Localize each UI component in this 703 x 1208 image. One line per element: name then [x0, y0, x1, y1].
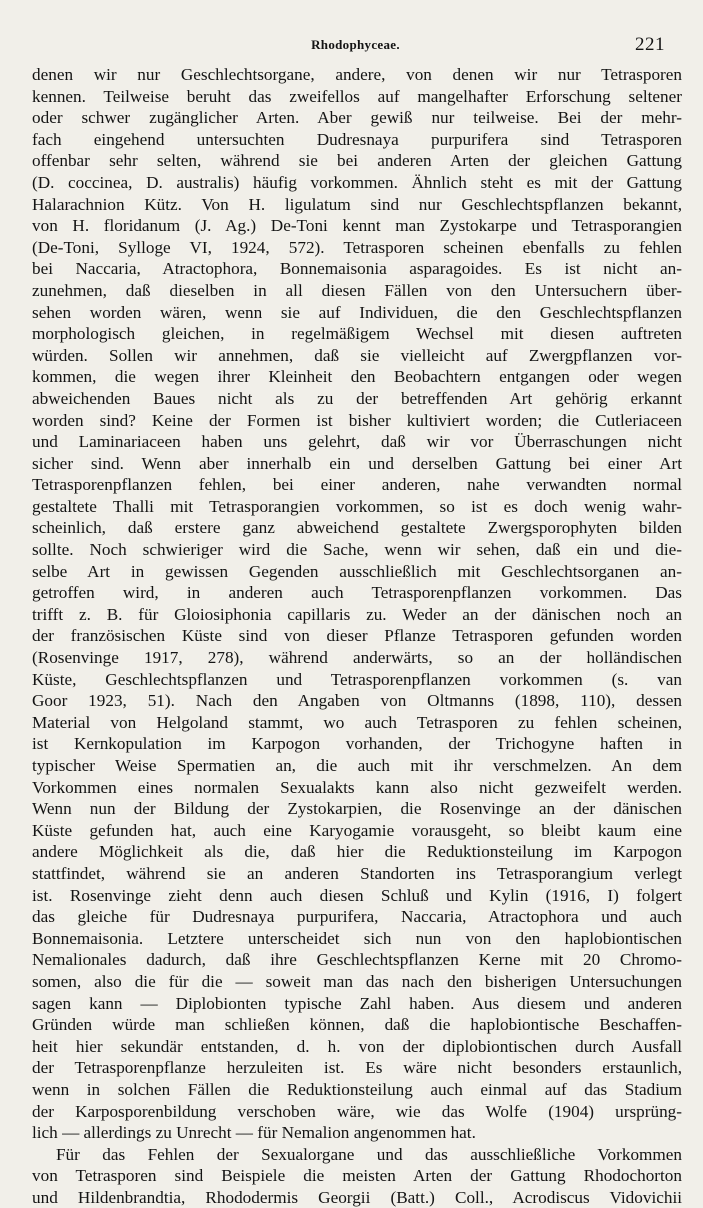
text-line: Wenn nun der Bildung der Zystokarpien, die Rosenvinge an der dänischen — [32, 799, 682, 819]
text-line: zunehmen, daß dieselben in all diesen Fällen von den Untersuchern über- — [32, 280, 682, 300]
page-number: 221 — [635, 34, 665, 55]
text-line: Küste gefunden hat, auch eine Karyogamie vorausgeht, so bleibt kaum eine — [32, 820, 682, 840]
text-line: sollte. Noch schwieriger wird die Sache, wenn wir sehen, daß ein und die- — [32, 540, 682, 560]
running-head: Rhodophyceae. — [311, 37, 400, 52]
text-line: lich — allerdings zu Unrecht — für Nemalion angenommen hat. — [32, 1123, 476, 1143]
text-line: der Karposporenbildung verschoben wäre, wie das Wolfe (1904) ursprüng- — [32, 1101, 682, 1121]
text-line: wenn in solchen Fällen die Reduktionsteilung auch einmal auf das Stadium — [32, 1079, 682, 1099]
text-line: fach eingehend untersuchten Dudresnaya purpurifera sind Tetrasporen — [32, 129, 682, 149]
text-line: der französischen Küste sind von dieser Pflanze Tetrasporen gefunden worden — [32, 626, 682, 646]
text-line: andere Möglichkeit als die, daß hier die Reduktionsteilung im Karpogon — [32, 842, 682, 862]
text-line: gestaltete Thalli mit Tetrasporangien vorkommen, so ist es doch wenig wahr- — [32, 496, 682, 516]
text-line: Vorkommen eines normalen Sexualakts kann also nicht gezweifelt werden. — [32, 777, 682, 797]
text-line: denen wir nur Geschlechtsorgane, andere, von denen wir nur Tetrasporen — [32, 65, 682, 84]
text-line: kennen. Teilweise beruht das zweifellos auf mangelhafter Erforschung seltener — [32, 86, 682, 106]
text-line: abweichenden Baues nicht als zu der betreffenden Art gehörig erkannt — [32, 388, 682, 408]
text-line: (D. coccinea, D. australis) häufig vorkommen. Ähnlich steht es mit der Gattung — [32, 172, 682, 192]
text-line: oder schwer zugänglicher Arten. Aber gewiß nur teilweise. Bei der mehr- — [32, 108, 682, 128]
text-line: und Hildenbrandtia, Rhododermis Georgii (Batt.) Coll., Acrodiscus Vidovichii — [32, 1187, 682, 1207]
text-line: das gleiche für Dudresnaya purpurifera, Naccaria, Atractophora und auch — [32, 907, 682, 927]
text-line: würden. Sollen wir annehmen, daß sie vielleicht auf Zwergpflanzen vor- — [32, 345, 682, 365]
text-line: trifft z. B. für Gloiosiphonia capillaris zu. Weder an der dänischen noch an — [32, 604, 682, 624]
text-line: Für das Fehlen der Sexualorgane und das ausschließliche Vorkommen — [56, 1144, 682, 1164]
body-text — [32, 64, 682, 1208]
text-line: stattfindet, während sie an anderen Standorten ins Tetrasporangium verlegt — [32, 863, 682, 883]
text-line: Nemalionales dadurch, daß ihre Geschlechtspflanzen Kerne mit 20 Chromo- — [32, 950, 682, 970]
text-line: bei Naccaria, Atractophora, Bonnemaisonia asparagoides. Es ist nicht an- — [32, 259, 682, 279]
text-line: ist. Rosenvinge zieht denn auch diesen Schluß und Kylin (1916, I) folgert — [32, 885, 682, 905]
text-line: Material von Helgoland stammt, wo auch Tetrasporen zu fehlen scheinen, — [32, 712, 682, 732]
text-line: getroffen wird, in anderen auch Tetrasporenpflanzen vorkommen. Das — [32, 583, 682, 603]
text-line: Tetrasporenpflanzen fehlen, bei einer anderen, nahe verwandten normal — [32, 475, 682, 495]
text-line: morphologisch gleichen, in regelmäßigem Wechsel mit diesen auftreten — [32, 324, 682, 344]
text-line: (De-Toni, Sylloge VI, 1924, 572). Tetrasporen scheinen ebenfalls zu fehlen — [32, 237, 682, 257]
page-header — [32, 34, 679, 60]
text-line: heit hier sekundär entstanden, d. h. von der diplobiontischen durch Ausfall — [32, 1036, 682, 1056]
text-line: typischer Weise Spermatien an, die auch mit ihr verschmelzen. An dem — [32, 756, 682, 775]
text-line: scheinlich, daß erstere ganz abweichend gestaltete Zwergsporophyten bilden — [32, 518, 682, 538]
text-line: Bonnemaisonia. Letztere unterscheidet sich nun von den haplobiontischen — [32, 928, 682, 948]
text-line: der Tetrasporenpflanze herzuleiten ist. Es wäre nicht besonders erstaunlich, — [32, 1058, 682, 1078]
text-line: (Rosenvinge 1917, 278), während anderwärts, so an der holländischen — [32, 648, 682, 668]
text-line: somen, also die für die — soweit man das nach den bisherigen Untersuchungen — [32, 971, 682, 991]
text-line: ist Kernkopulation im Karpogon vorhanden, der Trichogyne haften in — [32, 734, 682, 754]
text-line: selbe Art in gewissen Gegenden ausschließlich mit Geschlechtsorganen an- — [32, 561, 682, 581]
text-line: sehen worden wären, wenn sie auf Individuen, die den Geschlechtspflanzen — [32, 302, 682, 322]
text-line: Gründen würde man schließen können, daß die haplobiontische Beschaffen- — [32, 1015, 682, 1035]
text-line: von Tetrasporen sind Beispiele die meisten Arten der Gattung Rhodochorton — [32, 1166, 682, 1186]
text-line: offenbar sehr selten, während sie bei anderen Arten der gleichen Gattung — [32, 151, 682, 171]
text-line: worden sind? Keine der Formen ist bisher kultiviert worden; die Cutleriaceen — [32, 410, 682, 430]
text-line: Küste, Geschlechtspflanzen und Tetrasporenpflanzen vorkommen (s. van — [32, 669, 682, 689]
text-line: von H. floridanum (J. Ag.) De-Toni kennt man Zystokarpe und Tetrasporangien — [32, 216, 682, 236]
text-line: kommen, die wegen ihrer Kleinheit den Beobachtern entgangen oder wegen — [32, 367, 682, 387]
text-line: Goor 1923, 51). Nach den Angaben von Oltmanns (1898, 110), dessen — [32, 691, 682, 711]
text-line: sicher sind. Wenn aber innerhalb ein und derselben Gattung bei einer Art — [32, 453, 682, 473]
text-line: und Laminariaceen haben uns gelehrt, daß wir vor Überraschungen nicht — [32, 432, 682, 452]
text-line: Halarachnion Kütz. Von H. ligulatum sind nur Geschlechtspflanzen bekannt, — [32, 194, 682, 214]
text-line: sagen kann — Diplobionten typische Zahl haben. Aus diesem und anderen — [32, 993, 682, 1013]
